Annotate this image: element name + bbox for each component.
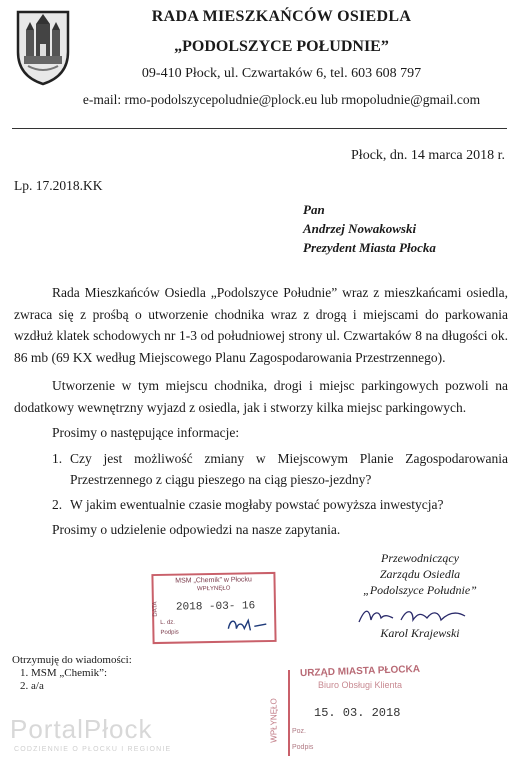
signature-role-3: „Podolszyce Południe” <box>363 583 477 597</box>
org-email: e-mail: rmo-podolszycepoludnie@plock.eu lub rmopoludnie@gmail.com <box>82 92 481 107</box>
stamp-title: URZĄD MIASTA PŁOCKA <box>299 663 421 680</box>
list-item <box>14 448 508 491</box>
stamp-field: Poz. <box>292 728 307 735</box>
addressee-salutation: Pan <box>303 202 325 217</box>
question-list <box>14 448 508 516</box>
signature-role-block <box>330 550 510 598</box>
watermark-logo: PortalPłock <box>10 714 153 744</box>
list-item-text: Czy jest możliwość zmiany w Miejscowym Planie Zagospodarowania Przestrzennego z ciągu pieszego na ciąg pieszo-jezdny? <box>70 450 508 487</box>
recipient-item: 1. MSM „Chemik”: <box>20 667 108 679</box>
list-item <box>14 494 508 516</box>
org-address: 09-410 Płock, ul. Czwartaków 6, tel. 603 608 797 <box>141 66 422 81</box>
body-paragraph-4: Prosimy o udzielenie odpowiedzi na nasze zapytania. <box>52 522 341 537</box>
stamp-field: Podpis <box>292 744 314 751</box>
received-stamp-msm <box>151 572 276 644</box>
list-item-number: 2. <box>52 496 63 512</box>
body-paragraph-1: Rada Mieszkańców Osiedla „Podolszyce Południe” wraz z mieszkańcami osiedla, zwraca się z prośbą o utworzenie chodnika wraz z drogą i miejscami do parkowania wzdłuż klatek schodowych nr 1-3 od południowej strony ul. Czwartaków 8 na długości ok. 86 mb (69 KX według Miejscowego Planu Zagospodarowania Przestrzennego). <box>14 285 508 365</box>
recipients-heading: Otrzymuję do wiadomości: <box>12 654 132 666</box>
stamp-subtitle: WPŁYNĘŁO <box>196 585 231 593</box>
received-stamp-city-hall <box>268 663 448 758</box>
stamp-field: Podpis <box>160 629 179 636</box>
header-divider <box>12 128 507 129</box>
org-name-line1: RADA MIESZKAŃCÓW OSIEDLA <box>151 8 412 25</box>
letter-body <box>14 282 508 541</box>
stamp-date: 2018 -03- 16 <box>175 600 256 614</box>
body-paragraph-3: Prosimy o następujące informacje: <box>52 425 240 440</box>
watermark-tagline: CODZIENNIE O PŁOCKU I REGIONIE <box>14 746 172 753</box>
list-item-text: W jakim ewentualnie czasie mogłaby powstać powyższa inwestycja? <box>70 496 444 512</box>
stamp-date: 15. 03. 2018 <box>314 706 401 720</box>
stamp-subtitle: Biuro Obsługi Klienta <box>317 680 403 690</box>
addressee-block <box>303 200 436 257</box>
list-item-number: 1. <box>52 450 63 466</box>
stamp-title: MSM „Chemik” w Płocku <box>175 576 252 585</box>
stamp-side-label: WPŁYNĘŁO <box>269 698 279 743</box>
letter-date: Płock, dn. 14 marca 2018 r. <box>351 148 505 163</box>
recipients-block <box>12 654 132 693</box>
body-paragraph-2: Utworzenie w tym miejscu chodnika, drogi i miejsc parkingowych pozwoli na dodatkowy wewnętrzny wyjazd z osiedla, jak i stworzy kilka miejsc parkingowych. <box>14 378 508 415</box>
stamp-initials <box>224 614 270 637</box>
addressee-name: Andrzej Nowakowski <box>303 221 417 236</box>
stamp-border-line <box>288 666 290 758</box>
addressee-title: Prezydent Miasta Płocka <box>303 240 436 255</box>
signatory-name: Karol Krajewski <box>380 626 460 640</box>
signature-role-2: Zarządu Osiedla <box>379 567 461 581</box>
stamp-side-label: DATA <box>152 601 159 617</box>
signature-role-1: Przewodniczący <box>381 551 459 565</box>
reference-number: Lp. 17.2018.KK <box>14 178 103 193</box>
recipient-item: 2. a/a <box>20 680 44 692</box>
org-name-line2: „PODOLSZYCE POŁUDNIE” <box>174 38 389 55</box>
stamp-field: L. dz. <box>160 619 175 626</box>
